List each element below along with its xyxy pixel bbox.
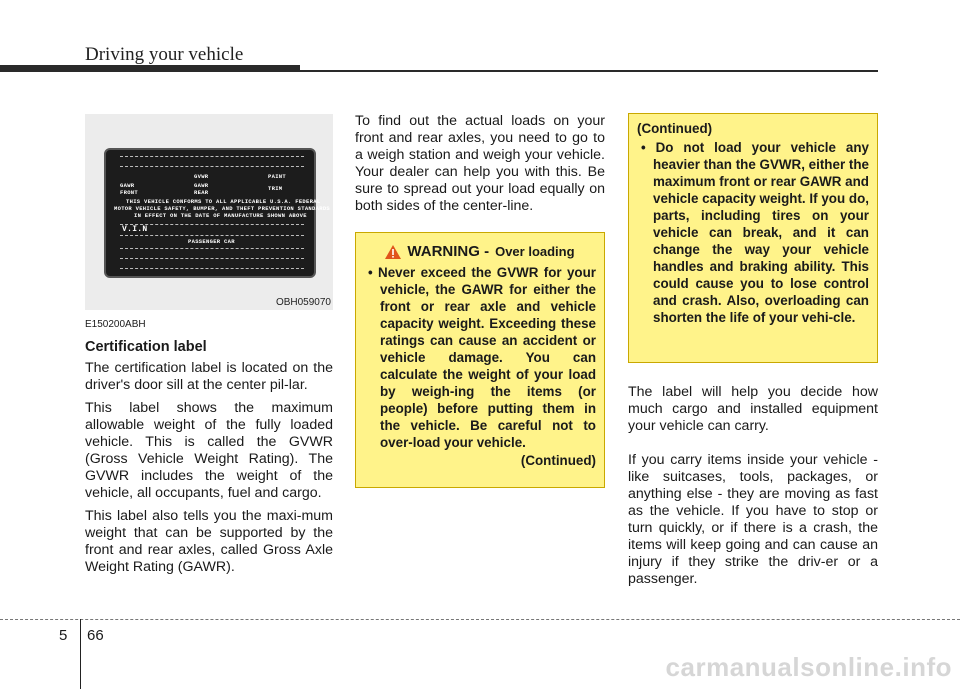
right-paragraph-2: If you carry items inside your vehicle - like suitcases, tools, packages, or anything else - they are moving as fast as the vehicle. If you have to stop or turn quickly, or if there is a crash, the items will keep going and can cause an injury if they strike the driv-er or a passenger. [628, 452, 878, 587]
middle-column [355, 113, 605, 221]
header-rule-thick [0, 65, 300, 72]
warning-bullet: • [368, 265, 373, 280]
warning-continued: (Continued) [520, 453, 596, 468]
certification-label-figure [85, 114, 333, 310]
warning-box [355, 232, 605, 488]
footer-section-number: 5 [59, 627, 68, 644]
warning-subtitle: Over loading [495, 244, 575, 259]
figure-code: OBH059070 [275, 297, 331, 308]
warning-body [364, 264, 596, 451]
page-header-title: Driving your vehicle [85, 44, 244, 65]
continued-text: Do not load your vehicle any heavier than the GVWR, either the maximum front or rear GAWR and vehicle capacity weight. If you do, parts, including tires on your vehicle can break, and it can change the way your vehicle handles and braking ability. This could cause you to lose control and crash. Also, overloading can shorten the life of your vehi-cle. [653, 140, 869, 325]
warning-text: Never exceed the GVWR for your vehicle, the GAWR for either the front or rear axle and vehicle capacity weight. Exceeding these ratings can cause an accident or vehicle damage. You can calculate the weight of your load by weigh-ing the items (or people) before putting them in the vehicle. Be careful not to over-load your vehicle. [378, 265, 596, 450]
plate-gawr-mid: GAWR [194, 182, 209, 189]
left-paragraph-2: This label shows the maximum allowable weight of the fully loaded vehicle. This is called the GVWR (Gross Vehicle Weight Rating). The GVWR includes the weight of the vehicle, all occupants, fuel and cargo. [85, 400, 333, 501]
continued-body [637, 139, 869, 326]
continued-warning-box [628, 113, 878, 363]
footer-page-number: 66 [87, 627, 104, 644]
footer-divider [80, 619, 81, 689]
plate-passenger-car: PASSENGER CAR [188, 238, 235, 245]
plate-line-2: MOTOR VEHICLE SAFETY, BUMPER, AND THEFT PREVENTION STANDARDS [114, 205, 331, 212]
right-column [628, 384, 878, 594]
left-column [85, 316, 333, 582]
plate-vin: V.I.N [122, 225, 148, 234]
plate-paint: PAINT [268, 173, 287, 180]
plate-gvwr: GVWR [194, 173, 209, 180]
middle-paragraph-1: To find out the actual loads on your front and rear axles, you need to go to a weigh station and weigh your vehicle. Your dealer can help you with this. Be sure to spread out your load equally on both sides of the center-line. [355, 113, 605, 214]
footer-rule [0, 619, 960, 620]
certification-plate [104, 148, 331, 278]
section-code: E150200ABH [85, 319, 146, 330]
warning-title: WARNING - [407, 243, 490, 260]
header-rule-thin [300, 70, 878, 72]
plate-line-3: IN EFFECT ON THE DATE OF MANUFACTURE SHOWN ABOVE [134, 212, 307, 219]
plate-rear: REAR [194, 189, 209, 196]
left-paragraph-1: The certification label is located on the driver's door sill at the center pil-lar. [85, 360, 333, 393]
plate-gawr-left: GAWR [120, 182, 135, 189]
plate-front: FRONT [120, 189, 139, 196]
continued-bullet: • [641, 140, 646, 155]
watermark: carmanualsonline.info [665, 652, 952, 682]
warning-heading [364, 243, 596, 260]
section-heading: Certification label [85, 339, 207, 355]
plate-trim: TRIM [268, 185, 283, 192]
left-paragraph-3: This label also tells you the maxi-mum weight that can be supported by the front and rear axles, called Gross Axle Weight Rating (GAWR). [85, 508, 333, 575]
continued-heading: (Continued) [637, 121, 713, 136]
right-paragraph-1: The label will help you decide how much cargo and installed equipment your vehicle can carry. [628, 384, 878, 434]
plate-line-1: THIS VEHICLE CONFORMS TO ALL APPLICABLE U.S.A. FEDERAL [126, 198, 321, 205]
warning-triangle-icon [385, 245, 401, 259]
